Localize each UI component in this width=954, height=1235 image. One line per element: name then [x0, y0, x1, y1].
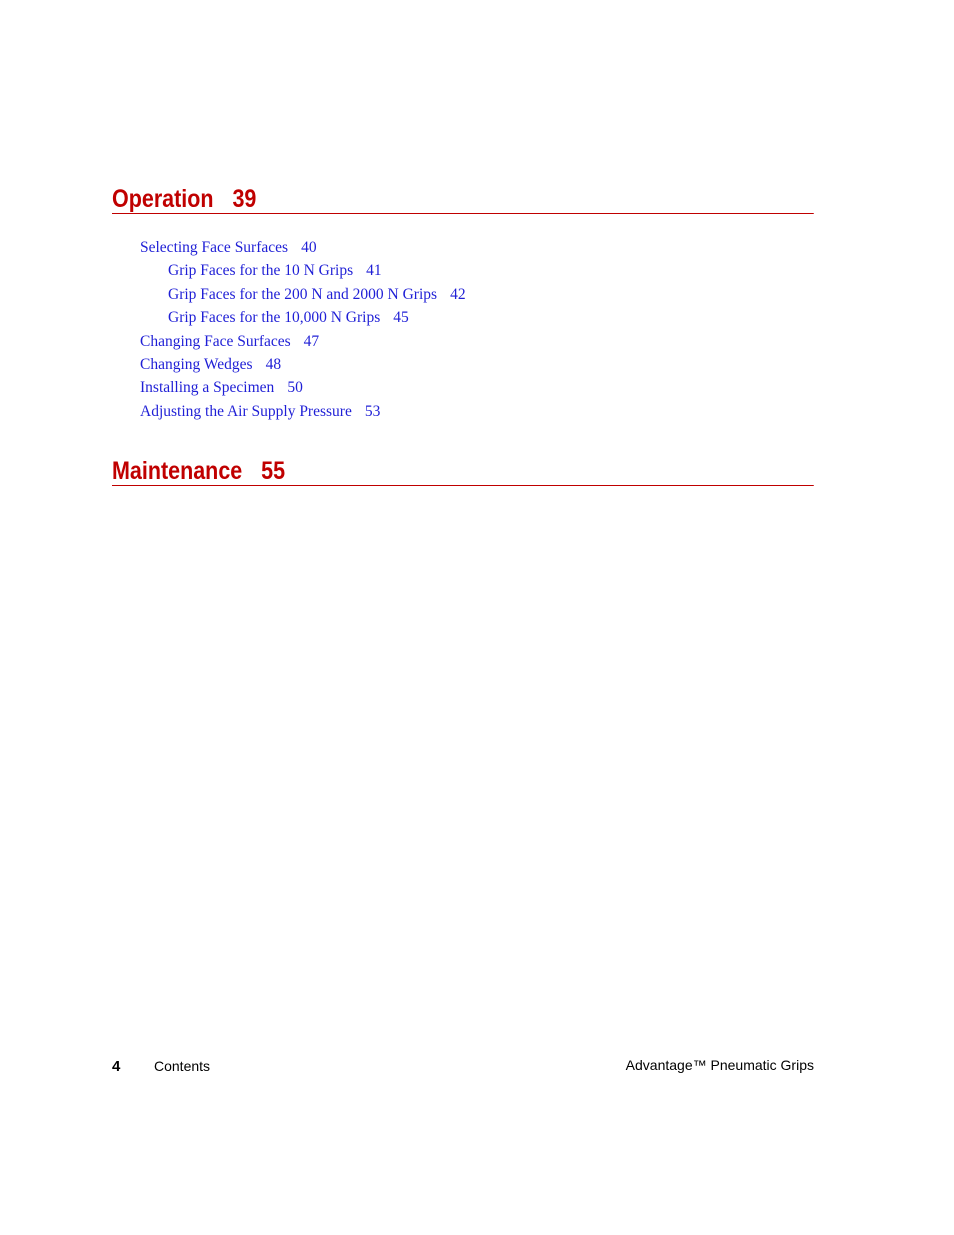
- chapter-page-number[interactable]: 55: [261, 457, 286, 485]
- toc-entry-page[interactable]: 48: [265, 355, 282, 373]
- toc-entry-grip-faces-10000n[interactable]: [112, 306, 814, 329]
- toc-entry-selecting-face-surfaces[interactable]: [112, 236, 814, 259]
- toc-entry-adjusting-air-supply-pressure[interactable]: [112, 400, 814, 423]
- toc-entry-title[interactable]: Changing Face Surfaces: [140, 332, 291, 350]
- toc-entry-changing-wedges[interactable]: [112, 353, 814, 376]
- toc-entry-installing-specimen[interactable]: [112, 376, 814, 399]
- toc-entry-page[interactable]: 45: [393, 309, 409, 327]
- toc-entry-grip-faces-200n-2000n[interactable]: [112, 283, 814, 306]
- toc-entry-title[interactable]: Grip Faces for the 10 N Grips: [168, 262, 354, 280]
- toc-entry-page[interactable]: 53: [364, 402, 381, 420]
- footer-document-title: Advantage™ Pneumatic Grips: [625, 1057, 814, 1073]
- toc-entry-title[interactable]: Grip Faces for the 200 N and 2000 N Grips: [168, 285, 438, 303]
- toc-chapter-maintenance: [112, 456, 814, 486]
- footer-page-number: 4: [112, 1058, 121, 1075]
- chapter-heading[interactable]: [112, 456, 814, 486]
- toc-entry-title[interactable]: Changing Wedges: [140, 355, 253, 373]
- chapter-heading[interactable]: [112, 184, 814, 214]
- toc-entry-grip-faces-10n[interactable]: [112, 259, 814, 282]
- footer-section-name: Contents: [154, 1058, 211, 1074]
- toc-entry-title[interactable]: Selecting Face Surfaces: [140, 239, 289, 256]
- toc-entry-page[interactable]: 47: [303, 332, 320, 350]
- toc-entry-title[interactable]: Adjusting the Air Supply Pressure: [140, 402, 352, 420]
- chapter-title[interactable]: Operation: [112, 185, 214, 213]
- chapter-title[interactable]: Maintenance: [112, 457, 243, 485]
- toc-entry-title[interactable]: Installing a Specimen: [140, 379, 275, 397]
- page-footer: [112, 1055, 814, 1077]
- toc-entry-title[interactable]: Grip Faces for the 10,000 N Grips: [168, 309, 381, 327]
- toc-entry-page[interactable]: 42: [450, 285, 466, 303]
- toc-entry-page[interactable]: 40: [301, 239, 317, 256]
- toc-entry-changing-face-surfaces[interactable]: [112, 330, 814, 353]
- toc-entry-page[interactable]: 50: [287, 379, 303, 397]
- toc-chapter-operation: [112, 184, 814, 423]
- toc-entry-page[interactable]: 41: [366, 262, 382, 280]
- chapter-page-number[interactable]: 39: [232, 185, 257, 213]
- toc-entry-list: [112, 236, 814, 423]
